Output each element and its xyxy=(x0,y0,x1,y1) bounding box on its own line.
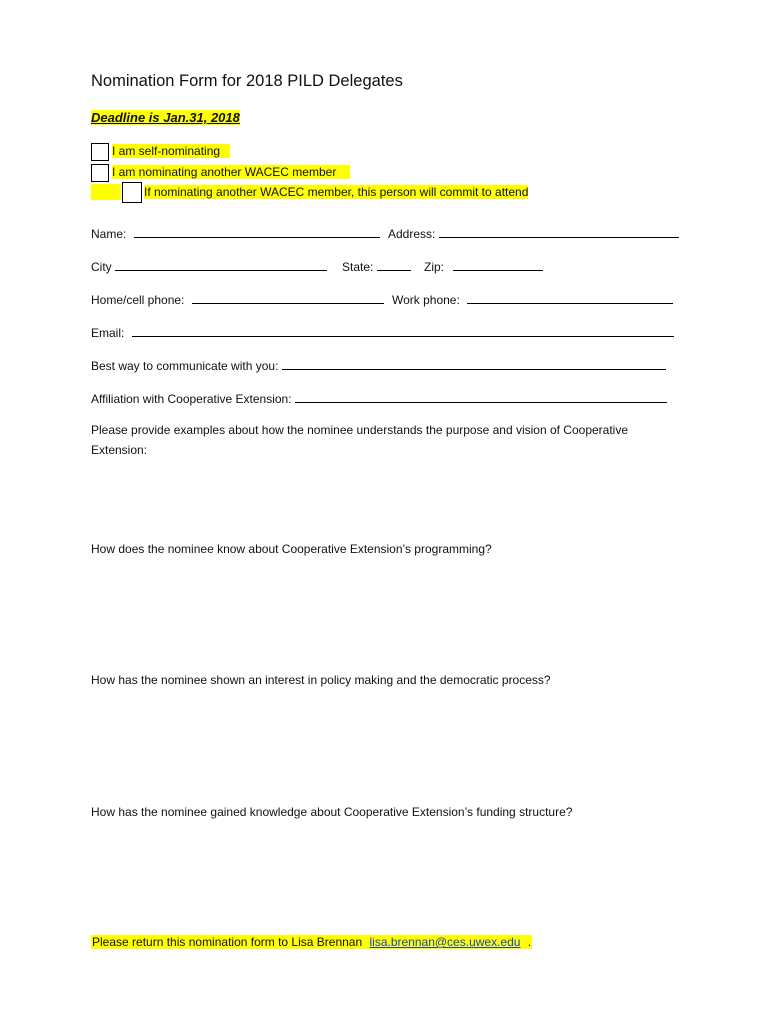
return-email-link[interactable]: lisa.brennan@ces.uwex.edu xyxy=(369,935,521,949)
work-phone-field[interactable] xyxy=(392,291,673,307)
state-line[interactable] xyxy=(377,258,411,271)
zip-field[interactable] xyxy=(424,258,543,274)
question-funding-structure: How has the nominee gained knowledge about Cooperative Extension’s funding structure? xyxy=(91,805,573,819)
email-label: Email: xyxy=(91,326,125,340)
name-field[interactable] xyxy=(91,225,380,241)
name-line[interactable] xyxy=(134,225,380,238)
communicate-field[interactable] xyxy=(91,357,666,373)
email-field[interactable] xyxy=(91,324,674,340)
form-title: Nomination Form for 2018 PILD Delegates xyxy=(91,72,403,90)
zip-line[interactable] xyxy=(453,258,543,271)
communicate-label: Best way to communicate with you: xyxy=(91,359,279,373)
return-instructions xyxy=(91,935,532,949)
nominating-other-checkbox[interactable] xyxy=(91,164,109,182)
city-line[interactable] xyxy=(115,258,327,271)
commit-checkbox[interactable] xyxy=(122,182,142,203)
question-policy-making: How has the nominee shown an interest in policy making and the democratic process? xyxy=(91,673,551,687)
name-label: Name: xyxy=(91,227,127,241)
city-field[interactable] xyxy=(91,258,327,274)
return-text-space-2 xyxy=(521,935,526,949)
affiliation-label: Affiliation with Cooperative Extension: xyxy=(91,392,292,406)
question-programming: How does the nominee know about Cooperative Extension’s programming? xyxy=(91,542,492,556)
commit-highlight-lead xyxy=(91,184,121,200)
question-purpose-vision: Please provide examples about how the nominee understands the purpose and vision of Cooperative Extension: xyxy=(91,423,629,457)
home-phone-line[interactable] xyxy=(192,291,384,304)
email-line[interactable] xyxy=(132,324,674,337)
commit-label: If nominating another WACEC member, this person will commit to attend xyxy=(144,185,529,199)
affiliation-line[interactable] xyxy=(295,390,667,403)
address-label: Address: xyxy=(388,227,436,241)
nominating-other-label: I am nominating another WACEC member xyxy=(112,165,350,179)
deadline-notice: Deadline is Jan.31, 2018 xyxy=(91,110,240,125)
return-text-space xyxy=(363,935,368,949)
self-nominating-checkbox[interactable] xyxy=(91,143,109,161)
address-field[interactable] xyxy=(388,225,679,241)
communicate-line[interactable] xyxy=(282,357,666,370)
address-line[interactable] xyxy=(439,225,679,238)
state-field[interactable] xyxy=(342,258,411,274)
self-nominating-label: I am self-nominating xyxy=(112,144,230,158)
return-text: Please return this nomination form to Lisa Brennan xyxy=(92,935,363,949)
zip-label: Zip: xyxy=(424,260,445,274)
work-phone-line[interactable] xyxy=(467,291,673,304)
affiliation-field[interactable] xyxy=(91,390,667,406)
return-text-end: . xyxy=(527,935,532,949)
work-phone-label: Work phone: xyxy=(392,293,460,307)
home-phone-label: Home/cell phone: xyxy=(91,293,185,307)
state-label: State: xyxy=(342,260,374,274)
home-phone-field[interactable] xyxy=(91,291,384,307)
city-label: City xyxy=(91,260,112,274)
